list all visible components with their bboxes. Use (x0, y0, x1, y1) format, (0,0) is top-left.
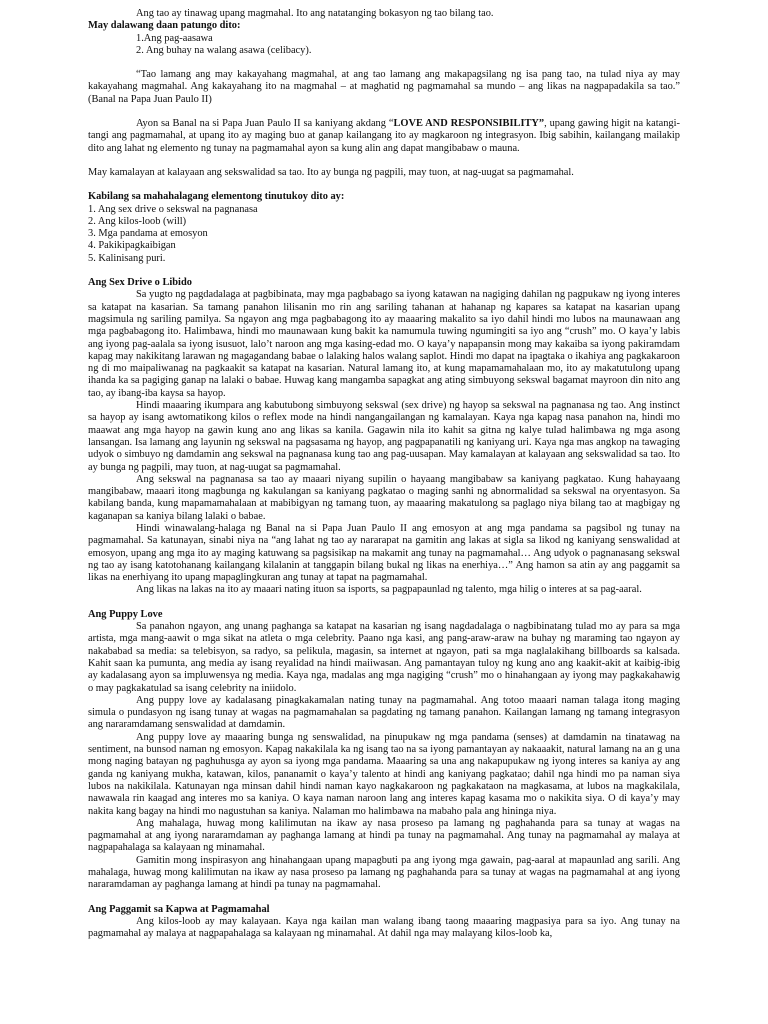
list-item: 3. Mga pandama at emosyon (88, 228, 208, 240)
paragraph: Hindi winawalang-halaga ng Banal na si Papa Juan Paulo II ang emosyon at ang mga pandama sa pagsibol ng tunay na pagmamahal. Sa katunayan, sinabi niya na “ang lahat ng tao ay nararapat na gamitin ang lakas at sigla sa likod ng kaniyang senswalidad at emosyon, upang ang mga ito ay maging katuwang sa pagsisikap na makamit ang tunay na pagmamahal… Ang udyok o pagnanasang sekswal ng tao ay isang katotohanang kailangang kilalanin at tanggapin bilang bukal ng likas na enerhiya…” Ang hamon sa atin ay ang paggamit sa likas na enerhiyang ito upang mapaglingkuran ang tunay at tapat na pagmamahal. (88, 522, 680, 584)
document-page (88, 8, 680, 940)
section-heading: Ang Paggamit sa Kapwa at Pagmamahal (88, 903, 270, 915)
paragraph (88, 118, 680, 155)
list-item: 1. Ang sex drive o sekswal na pagnanasa (88, 203, 258, 215)
paragraph: Sa panahon ngayon, ang unang paghanga sa katapat na kasarian ng isang nagdadalaga o nagbibinatang tulad mo ay para sa mga artista, mga mang-aawit o mga sikat na atleta o mga celebrity. Paano nga kasi, ang pang-araw-araw na buhay ng maraming tao ngayon ay nakababad sa media: sa telebisyon, sa radyo, sa pelikula, magasin, sa internet at ngayon, pati sa mga naglalakihang billboards sa kalsada. Kahit saan ka pumunta, ang media ay isang reyalidad na hindi maiiwasan. Ang pamantayan tuloy ng kung ano ang kaakit-akit at kaibig-ibig ay kadalasang ayon sa impluwensya ng media. Kaya nga, madalas ang mga nagiging “crush” mo o hinahangaan ay iyong may pagkakahawig o may pagkakatulad sa isang celebrity na iniidolo. (88, 621, 680, 694)
section-heading: Kabilang sa mahahalagang elementong tinutukoy dito ay: (88, 191, 345, 203)
quote-paragraph: “Tao lamang ang may kakayahang magmahal, at ang tao lamang ang makapagsilang ng isa pang tao, na tulad niya ay may kakayahang magmahal. Ang kakayahang ito na magmahal – at maghatid ng pagmamahal sa mundo – ang likas na nagpapadakila sa tao.” (Banal na Papa Juan Paulo II) (88, 69, 680, 105)
text-span: , upang gawing higit na katangi-tangi ang pagmamahal, at upang ito ay maging buo at ganap kailangang ito ay magkaroon ng integrasyon. Ibig sabihin, kailangang mailakip dito ang lahat ng elemento ng tunay na pagmamahal ayon sa kung alin ang dapat mangibabaw o mauna. (88, 118, 680, 154)
paragraph: May kamalayan at kalayaan ang sekswalidad sa tao. Ito ay bunga ng pagpili, may tuon, at nag-uugat sa pagmamahal. (88, 166, 574, 178)
section-heading: Ang Puppy Love (88, 608, 163, 620)
list-item: 5. Kalinisang puri. (88, 252, 166, 264)
paragraph: Sa yugto ng pagdadalaga at pagbibinata, may mga pagbabago sa iyong katawan na nagiging dahilan ng pagpukaw ng iyong interes sa katapat na kasarian. Sa tamang panahon lilisanin mo rin ang sariling tahanan at hahanap ng kapares sa katapat na kasarian upang magsimula ng sariling pamilya. Sa ngayon ang mga pagbabagong ito ay maaaring makalito sa iyo dahil hindi mo lubos na maunawaan ang mga pagbabagong ito. Halimbawa, hindi mo maunawaan kung bakit ka namumula tuwing ngumingiti sa iyo ang “crush” mo. O kaya’y labis ang iyong pag-aalala sa iyong isusuot, lalo’t naroon ang mga kasing-edad mo. O kaya’y napapansin mong may kakaiba sa iyong pakiramdam kapag may nakikitang larawan ng magagandang babae o lalaking halos walang saplot. Hindi mo dapat na ipagtaka o ikahiya ang pagkakaroon ng di mo maipaliwanag na pagkaakit sa katapat na kasarian. Natural lamang ito, at kung mapamamahalaan mo, ito ay makatutulong upang ihanda ka sa pagiging ganap na lalaki o babae. Huwag kang mangamba sapagkat ang ating simbuyong sekswal bagamat mayroon din nito ang tao, ay ibang-iba kaysa sa hayop. (88, 289, 680, 399)
section-heading: Ang Sex Drive o Libido (88, 277, 192, 289)
list-item: 1.Ang pag-aasawa (136, 32, 213, 44)
intro-line: Ang tao ay tinawag upang magmahal. Ito ang natatanging bokasyon ng tao bilang tao. (136, 8, 494, 19)
text-span: Ayon sa Banal na si Papa Juan Paulo II sa kaniyang akdang “ (136, 118, 394, 130)
paragraph: Ang puppy love ay kadalasang pinagkakamalan nating tunay na pagmamahal. Ang totoo maaari naman talaga itong maging simula o pundasyon ng isang tunay at wagas na pagmamahalan sa pagdating ng tamang panahon. Kailangan lamang ng tamang integrasyon ang nararamdamang senswalidad at damdamin. (88, 694, 680, 731)
paragraph: Hindi maaaring ikumpara ang kabutubong simbuyong sekswal (sex drive) ng hayop sa sekswal na pagnanasa ng tao. Ang instinct sa hayop ay isang awtomatikong kilos o reflex mode na hindi nangangailangan ng kamalayan. Kaya nga kapag nasa panahon na, hindi mo maawat ang mga hayop na gawin kung ano ang likas sa kanila. Gagawin nila ito kahit sa gitna ng kalye tulad halimbawa ng mga asong lansangan. Isa lamang ang layunin ng sekswal na pagsasama ng hayop, ang pagpapanatili ng kaniyang uri. Kaya nga mas angkop na tawaging udyok o simbuyo ng damdamin ang sekswal na pagnanasa kung tao ang pag-uusapan. May kamalayan at kalayaan ang sekswalidad sa tao. Ito ay bunga ng pagpili, may tuon, at nag-uugat sa pagmamahal. (88, 400, 680, 473)
paragraph: Ang sekswal na pagnanasa sa tao ay maaari niyang supilin o hayaang mangibabaw sa kaniyang pagkatao. Kung hahayaang mangibabaw, maaari itong magbunga ng kakulangan sa kaniyang pagkatao o maging sanhi ng abnormalidad sa sekswal na oryentasyon. Sa kabilang banda, kung mapamamahalaan at mabibigyan ng tamang tuon, ay maaaring makatulong sa paglago niya bilang tao at magbigay ng kaganapan sa kaniya bilang lalaki o babae. (88, 473, 680, 522)
paragraph: Gamitin mong inspirasyon ang hinahangaan upang mapagbuti pa ang iyong mga gawain, pag-aaral at mapaunlad ang sarili. Ang mahalaga, huwag mong kalilimutan na ikaw ay nasa proseso pa lamang ng paghahanda para sa tunay at wagas na pagmamahal at ang iyong nararamdaman ay paghanga lamang at hindi pa tunay na pagmamahal. (88, 854, 680, 891)
paragraph: Ang mahalaga, huwag mong kalilimutan na ikaw ay nasa proseso pa lamang ng paghahanda para sa tunay at wagas na pagmamahal at ang iyong nararamdaman ay paghanga lamang at hindi pa tunay na pagmamahal. Ang tunay na pagmamahal ay malaya at nagpapahalaga sa kalayaan ng minamahal. (88, 817, 680, 854)
list-item: 4. Pakikipagkaibigan (88, 240, 176, 252)
paragraph: Ang likas na lakas na ito ay maaari nating ituon sa isports, sa pagpapaunlad ng talento, mga hilig o interes at sa pag-aaral. (136, 584, 642, 596)
list-item: 2. Ang buhay na walang asawa (celibacy). (136, 44, 312, 56)
paragraph: Ang puppy love ay maaaring bunga ng senswalidad, na pinupukaw ng mga pandama (senses) at damdamin na tinatawag na sentiment, na bunsod naman ng emosyon. Kapag nakakilala ka ng isang tao na sa iyong pamantayan ay nakaaakit, natural lamang na an g una mong naging batayan ng paghuhusga ay ayon sa iyong mga pandama. Maaaring sa una ang nakapupukaw ng iyong interes sa kaniya ay ang ganda ng kaniyang mukha, katawan, kilos, pananamit o kaya’y talento at hindi ang kaniyang pagkatao; dahil nga hindi mo pa naman siya lubos na nakikilala. Katunayan nga minsan dahil hindi naman kayo nagkakaroon ng pagkakataon na magkasama, at lubos na magkakilala, nawawala rin kaagad ang interes mo sa kaniya. O kaya naman naroon lang ang interes kapag kasama mo o nakikita siya. O di kaya’y may nakita kang bagay na hindi mo nagustuhan sa kaniya. Nalaman mo halimbawa na mabaho pala ang hininga niya. (88, 731, 680, 817)
paragraph: Ang kilos-loob ay may kalayaan. Kaya nga kailan man walang ibang taong maaaring magpasiya para sa iyo. Ang tunay na pagmamahal ay malaya at nagpapahalaga sa kalayaan ng minamahal. At dahil nga may malayang kilos-loob ka, (88, 915, 680, 940)
ways-heading: May dalawang daan patungo dito: (88, 20, 241, 32)
book-title: LOVE AND RESPONSIBILITY” (393, 118, 545, 130)
list-item: 2. Ang kilos-loob (will) (88, 215, 187, 227)
